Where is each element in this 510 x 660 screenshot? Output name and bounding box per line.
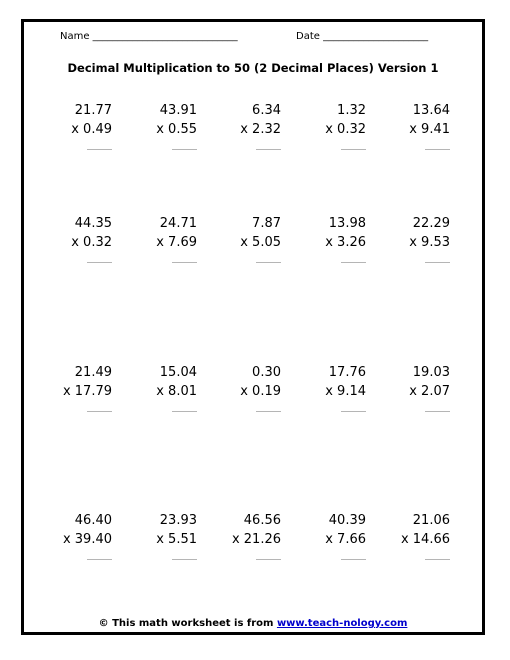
problem [107, 101, 197, 150]
problem-multiplier: x 8.01 [156, 384, 197, 399]
problem-multiplier: x 9.14 [325, 384, 366, 399]
problem-top-number: 24.71 [159, 216, 197, 231]
problem [360, 363, 450, 412]
problem-top-number: 0.30 [252, 365, 281, 380]
problem-top-number: 40.39 [328, 513, 366, 528]
problem-multiplier: x 0.32 [325, 122, 366, 137]
problem-multiplier: x 0.55 [156, 122, 197, 137]
date-field: Date _____________________ [296, 31, 429, 42]
answer-line [425, 559, 450, 560]
problem-multiplier: x 2.32 [240, 122, 281, 137]
problem-top-number: 13.98 [328, 216, 366, 231]
problem-multiplier: x 5.51 [156, 532, 197, 547]
answer-line [425, 149, 450, 150]
problem-top-number: 1.32 [337, 103, 366, 118]
problem-multiplier: x 17.79 [62, 384, 112, 399]
problem-top-number: 46.56 [243, 513, 281, 528]
problem-multiplier: x 2.07 [409, 384, 450, 399]
problem [360, 101, 450, 150]
problem-top-number: 15.04 [159, 365, 197, 380]
problem-multiplier: x 9.41 [409, 122, 450, 137]
problem-multiplier: x 21.26 [231, 532, 281, 547]
problem-top-number: 6.34 [252, 103, 281, 118]
problem-top-number: 19.03 [412, 365, 450, 380]
problem [276, 511, 366, 560]
problem-multiplier: x 14.66 [400, 532, 450, 547]
problem [191, 214, 281, 263]
problem-top-number: 21.06 [412, 513, 450, 528]
problem-top-number: 17.76 [328, 365, 366, 380]
problem-top-number: 21.77 [74, 103, 112, 118]
problem-multiplier: x 7.66 [325, 532, 366, 547]
problem [276, 214, 366, 263]
answer-line [425, 262, 450, 263]
problem-multiplier: x 0.49 [71, 122, 112, 137]
problem [276, 363, 366, 412]
problem-multiplier: x 7.69 [156, 235, 197, 250]
teach-nology-link[interactable]: www.teach-nology.com [276, 618, 408, 629]
problem-top-number: 21.49 [74, 365, 112, 380]
name-field: Name _____________________________ [60, 31, 238, 42]
problem [22, 214, 112, 263]
problem [360, 214, 450, 263]
problem-multiplier: x 9.53 [409, 235, 450, 250]
problem [107, 363, 197, 412]
problem [191, 101, 281, 150]
problem-multiplier: x 3.26 [325, 235, 366, 250]
footer-credit [21, 618, 485, 629]
problem-top-number: 7.87 [252, 216, 281, 231]
problem [22, 511, 112, 560]
problem-top-number: 44.35 [74, 216, 112, 231]
problem [276, 101, 366, 150]
answer-line [425, 411, 450, 412]
problem [360, 511, 450, 560]
worksheet-title: Decimal Multiplication to 50 (2 Decimal Places) Version 1 [67, 61, 439, 75]
problem-multiplier: x 39.40 [62, 532, 112, 547]
problem [191, 511, 281, 560]
problem-top-number: 23.93 [159, 513, 197, 528]
problem-top-number: 43.91 [159, 103, 197, 118]
problem [22, 101, 112, 150]
problem [22, 363, 112, 412]
problem [107, 511, 197, 560]
problem-top-number: 46.40 [74, 513, 112, 528]
problem-multiplier: x 0.32 [71, 235, 112, 250]
problem-multiplier: x 5.05 [240, 235, 281, 250]
problem-multiplier: x 0.19 [240, 384, 281, 399]
problem-top-number: 22.29 [412, 216, 450, 231]
problem-top-number: 13.64 [412, 103, 450, 118]
footer-text: © This math worksheet is from [98, 618, 277, 629]
problem [107, 214, 197, 263]
problem [191, 363, 281, 412]
